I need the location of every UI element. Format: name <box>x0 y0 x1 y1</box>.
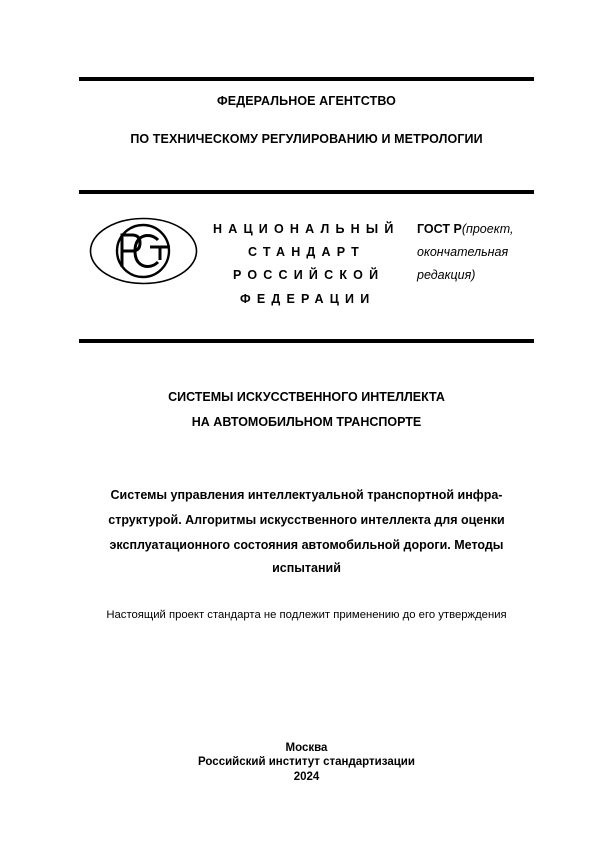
draft-status-line1: (проект, <box>461 222 514 236</box>
rst-certification-mark-icon <box>88 216 199 286</box>
publication-year: 2024 <box>293 771 320 783</box>
agency-name-line1: ФЕДЕРАЛЬНОЕ АГЕНТСТВО <box>217 94 396 108</box>
designation-line3 <box>417 268 475 282</box>
standard-type-line1: НАЦИОНАЛЬНЫЙ <box>213 222 400 236</box>
mid-rule <box>79 339 534 343</box>
draft-status-line2: окончательная <box>417 245 509 259</box>
publication-city: Москва <box>285 742 328 754</box>
document-title-line1: СИСТЕМЫ ИСКУССТВЕННОГО ИНТЕЛЛЕКТА <box>168 390 445 404</box>
header-rule <box>79 190 534 194</box>
agency-name-line2: ПО ТЕХНИЧЕСКОМУ РЕГУЛИРОВАНИЮ И МЕТРОЛОГИИ <box>130 132 483 146</box>
draft-status-line3: редакция) <box>417 268 476 282</box>
top-rule <box>79 77 534 81</box>
gost-code: ГОСТ Р <box>417 222 462 236</box>
document-subtitle-line3: эксплуатационного состояния автомобильной дороги. Методы <box>109 538 504 552</box>
document-subtitle-line1: Системы управления интеллектуальной транспортной инфра- <box>110 488 503 502</box>
document-subtitle-line4: испытаний <box>272 561 341 575</box>
standard-type-line2: СТАНДАРТ <box>248 245 365 259</box>
designation-line1 <box>417 222 514 236</box>
standard-type-line3: РОССИЙСКОЙ <box>233 268 385 282</box>
draft-notice: Настоящий проект стандарта не подлежит применению до его утверждения <box>106 609 507 621</box>
standard-type-line4: ФЕДЕРАЦИИ <box>240 292 376 306</box>
publisher-name: Российский институт стандартизации <box>198 756 415 768</box>
document-title-line2: НА АВТОМОБИЛЬНОМ ТРАНСПОРТЕ <box>191 415 422 429</box>
designation-line2 <box>417 245 508 259</box>
document-subtitle-line2: структурой. Алгоритмы искусственного интеллекта для оценки <box>108 513 505 527</box>
rst-logo <box>88 216 199 286</box>
